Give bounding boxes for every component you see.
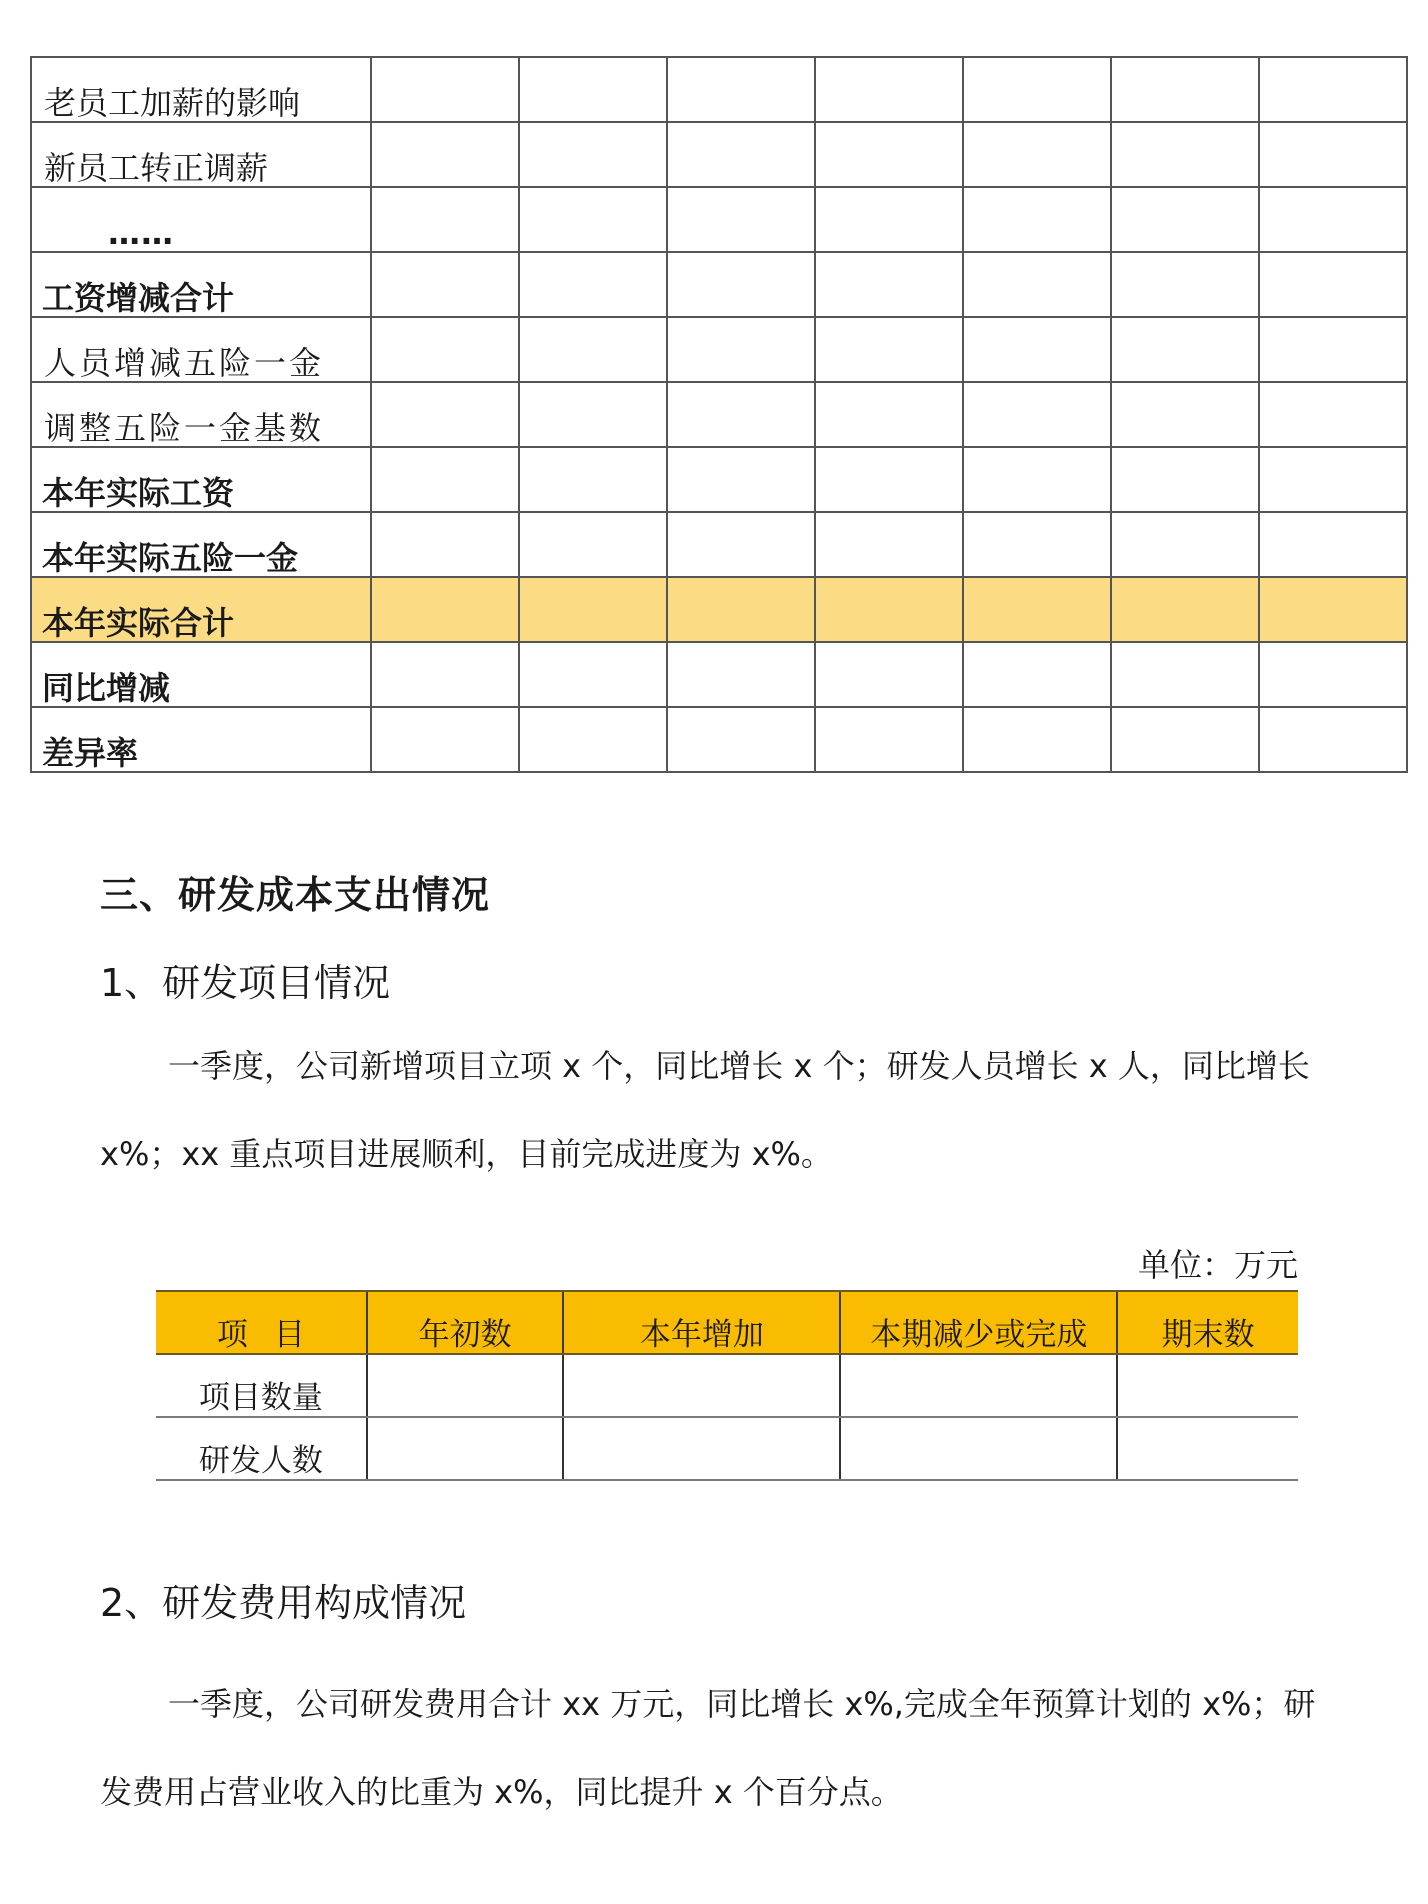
row-label: 本年实际工资: [31, 447, 371, 512]
paragraph-line: 一季度，公司新增项目立项 x 个，同比增长 x 个；研发人员增长 x 人，同比增长: [168, 1047, 1310, 1085]
table-cell[interactable]: [963, 707, 1111, 772]
subsection-title-rd-projects: 1、研发项目情况: [100, 961, 391, 1005]
table-cell[interactable]: [840, 1417, 1117, 1480]
table-cell[interactable]: [371, 122, 519, 187]
table-cell[interactable]: [1259, 512, 1407, 577]
table-cell[interactable]: [815, 122, 963, 187]
table-cell[interactable]: [1259, 187, 1407, 252]
table-cell[interactable]: [1117, 1417, 1298, 1480]
subsection-title-rd-expenses: 2、研发费用构成情况: [100, 1581, 467, 1625]
table-cell[interactable]: [815, 187, 963, 252]
table-cell[interactable]: [815, 707, 963, 772]
table-cell[interactable]: [1111, 577, 1259, 642]
table-cell[interactable]: [519, 447, 667, 512]
row-label: 同比增减: [31, 642, 371, 707]
row-label: 人员增减五险一金: [31, 317, 371, 382]
row-label: 差异率: [31, 707, 371, 772]
table-cell[interactable]: [367, 1417, 564, 1480]
table-cell[interactable]: [1111, 122, 1259, 187]
table-cell[interactable]: [1111, 707, 1259, 772]
row-label: 工资增减合计: [31, 252, 371, 317]
table-cell[interactable]: [1111, 317, 1259, 382]
table-cell[interactable]: [563, 1354, 840, 1417]
table-row: [156, 1417, 1298, 1480]
table-cell[interactable]: [815, 317, 963, 382]
table-cell[interactable]: [371, 317, 519, 382]
row-label: ……: [31, 187, 371, 252]
paragraph-line: 一季度，公司研发费用合计 xx 万元，同比增长 x%,完成全年预算计划的 x%；研: [168, 1685, 1316, 1723]
table-row: [31, 642, 1407, 707]
table-cell[interactable]: [367, 1354, 564, 1417]
paragraph-line: 发费用占营业收入的比重为 x%，同比提升 x 个百分点。: [100, 1773, 903, 1811]
row-label: 本年实际合计: [31, 577, 371, 642]
table-cell[interactable]: [519, 707, 667, 772]
table-cell[interactable]: [519, 252, 667, 317]
table-row: [31, 317, 1407, 382]
salary-change-table: [30, 56, 1408, 773]
rd-projects-table: [156, 1290, 1298, 1481]
table-cell[interactable]: [371, 447, 519, 512]
table-row: [31, 382, 1407, 447]
table-cell[interactable]: [815, 577, 963, 642]
table-cell[interactable]: [963, 252, 1111, 317]
table-cell[interactable]: [815, 252, 963, 317]
paragraph-line: x%；xx 重点项目进展顺利，目前完成进度为 x%。: [100, 1135, 833, 1173]
table-cell[interactable]: [667, 707, 815, 772]
table-cell[interactable]: [371, 642, 519, 707]
table-cell[interactable]: [563, 1417, 840, 1480]
column-header-reduced-or-completed: 本期减少或完成: [840, 1291, 1117, 1354]
table-cell[interactable]: [519, 382, 667, 447]
table-cell[interactable]: [667, 512, 815, 577]
table-cell[interactable]: [1259, 252, 1407, 317]
rd-expenses-paragraph: [100, 1660, 1360, 1836]
table-cell[interactable]: [963, 642, 1111, 707]
table-cell[interactable]: [667, 577, 815, 642]
table-cell[interactable]: [1259, 577, 1407, 642]
table-cell[interactable]: [815, 447, 963, 512]
table-row: [31, 57, 1407, 122]
row-label: 本年实际五险一金: [31, 512, 371, 577]
table-row: [31, 187, 1407, 252]
table-cell[interactable]: [667, 57, 815, 122]
table-cell[interactable]: [963, 122, 1111, 187]
table-cell[interactable]: [1259, 122, 1407, 187]
table-cell[interactable]: [519, 317, 667, 382]
row-label: 调整五险一金基数: [31, 382, 371, 447]
section-title: 三、研发成本支出情况: [100, 873, 491, 917]
table-row: [31, 122, 1407, 187]
row-label: 新员工转正调薪: [31, 122, 371, 187]
table-cell[interactable]: [371, 382, 519, 447]
table-cell[interactable]: [519, 577, 667, 642]
table-cell[interactable]: [815, 642, 963, 707]
table-cell[interactable]: [519, 642, 667, 707]
unit-label: 单位：万元: [1137, 1246, 1298, 1284]
table-cell[interactable]: [1259, 57, 1407, 122]
table-cell[interactable]: [1111, 512, 1259, 577]
table-cell[interactable]: [371, 187, 519, 252]
table-row: [31, 447, 1407, 512]
row-label: 老员工加薪的影响: [31, 57, 371, 122]
table-cell[interactable]: [371, 57, 519, 122]
rd-projects-paragraph: [100, 1022, 1360, 1198]
table-cell[interactable]: [963, 577, 1111, 642]
table-row-highlighted-total: [31, 577, 1407, 642]
table-cell[interactable]: [1259, 447, 1407, 512]
table-cell[interactable]: [1111, 447, 1259, 512]
column-header-ending: 期末数: [1117, 1291, 1298, 1354]
table-cell[interactable]: [371, 577, 519, 642]
table-cell[interactable]: [963, 447, 1111, 512]
column-header-beginning: 年初数: [367, 1291, 564, 1354]
table-cell[interactable]: [371, 252, 519, 317]
table-cell[interactable]: [667, 317, 815, 382]
table-cell[interactable]: [1111, 57, 1259, 122]
table-cell[interactable]: [963, 382, 1111, 447]
table-cell[interactable]: [1259, 707, 1407, 772]
table-cell[interactable]: [1111, 382, 1259, 447]
row-label: 研发人数: [156, 1417, 367, 1480]
table-cell[interactable]: [667, 252, 815, 317]
table-cell[interactable]: [667, 187, 815, 252]
table-cell[interactable]: [815, 512, 963, 577]
table-cell[interactable]: [667, 642, 815, 707]
table-cell[interactable]: [1111, 252, 1259, 317]
table-cell[interactable]: [815, 382, 963, 447]
table-cell[interactable]: [519, 187, 667, 252]
table-cell[interactable]: [963, 57, 1111, 122]
table-cell[interactable]: [963, 187, 1111, 252]
table-cell[interactable]: [371, 707, 519, 772]
table-cell[interactable]: [1117, 1354, 1298, 1417]
table-cell[interactable]: [1259, 317, 1407, 382]
table-cell[interactable]: [1259, 382, 1407, 447]
table-cell[interactable]: [963, 512, 1111, 577]
table-row: [156, 1354, 1298, 1417]
table-row: [31, 252, 1407, 317]
table-cell[interactable]: [1111, 642, 1259, 707]
table-cell[interactable]: [840, 1354, 1117, 1417]
table-cell[interactable]: [519, 122, 667, 187]
table-row: [31, 707, 1407, 772]
table-cell[interactable]: [1111, 187, 1259, 252]
table-cell[interactable]: [1259, 642, 1407, 707]
table-header-row: [156, 1291, 1298, 1354]
table-cell[interactable]: [963, 317, 1111, 382]
table-cell[interactable]: [667, 447, 815, 512]
table-cell[interactable]: [667, 382, 815, 447]
column-header-added: 本年增加: [563, 1291, 840, 1354]
table-cell[interactable]: [519, 57, 667, 122]
row-label: 项目数量: [156, 1354, 367, 1417]
table-cell[interactable]: [815, 57, 963, 122]
table-cell[interactable]: [371, 512, 519, 577]
table-cell[interactable]: [519, 512, 667, 577]
table-cell[interactable]: [667, 122, 815, 187]
column-header-item: 项目: [156, 1291, 367, 1354]
table-row: [31, 512, 1407, 577]
